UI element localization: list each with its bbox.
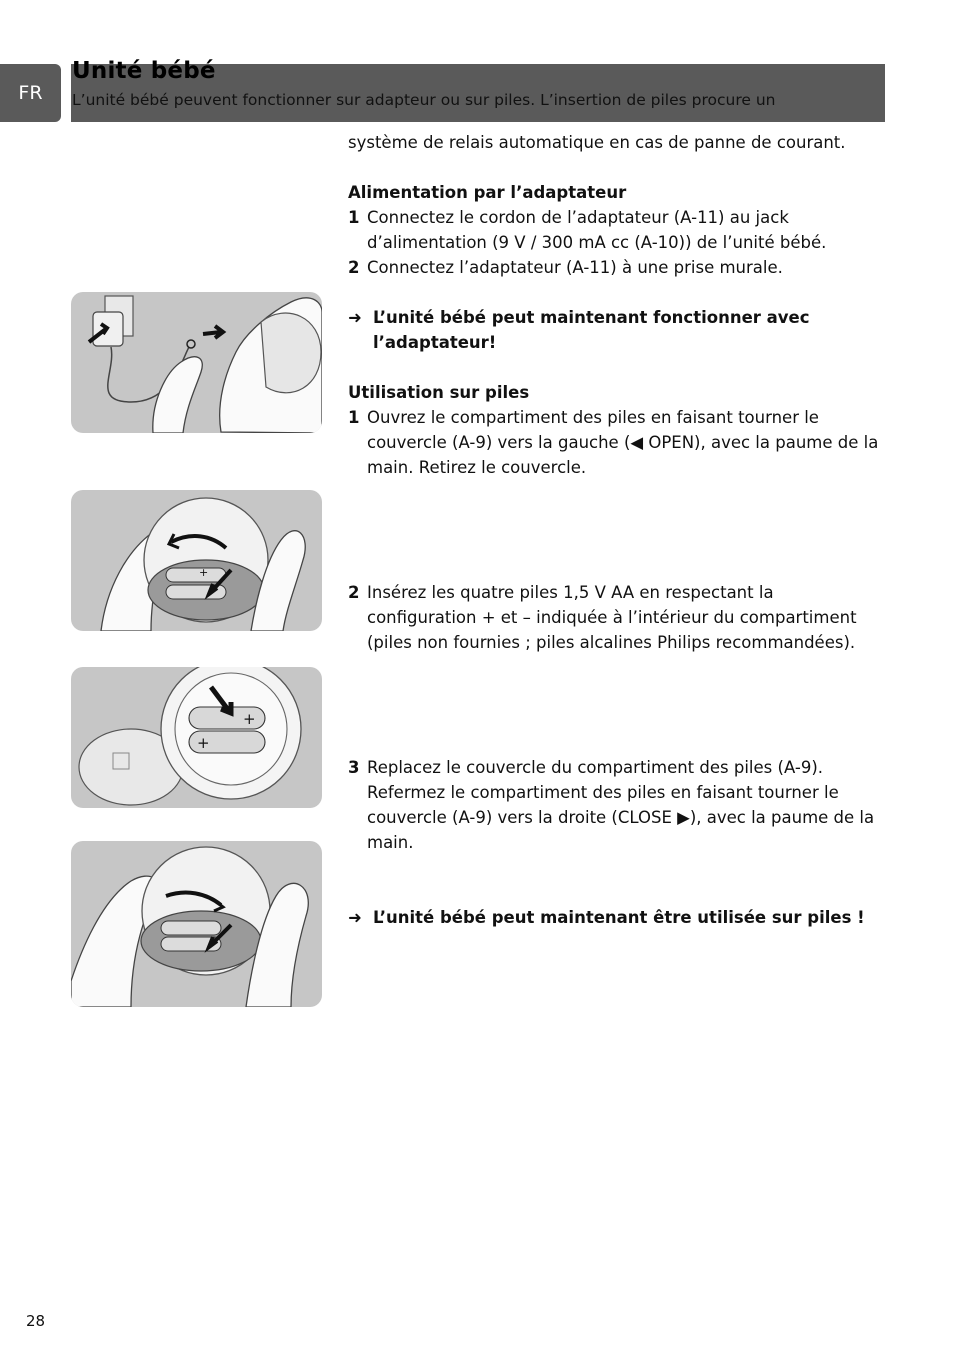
illustration-close-compartment	[71, 841, 322, 1007]
insert-batteries-drawing	[71, 667, 322, 808]
language-tab: FR	[0, 64, 61, 122]
plus-sign: +	[197, 734, 210, 752]
adapter-result	[348, 305, 888, 355]
adapter-step-2	[348, 255, 888, 280]
battery-step-1	[348, 405, 888, 480]
step-number: 1	[348, 208, 360, 227]
step-number: 1	[348, 408, 360, 427]
battery-step-3	[348, 755, 888, 855]
arrow-right-icon: ➜	[348, 908, 362, 927]
illustration-adapter-connection	[71, 292, 322, 433]
arrow-right-icon: ➜	[348, 308, 362, 327]
battery-section-title: Utilisation sur piles	[348, 383, 530, 402]
result-text: L’unité bébé peut maintenant fonctionner avec l’adaptateur!	[373, 308, 810, 352]
intro-text-line1: L’unité bébé peuvent fonctionner sur adapteur ou sur piles. L’insertion de piles procure un	[72, 91, 776, 109]
step-text: Connectez le cordon de l’adaptateur (A-11) au jack d’alimentation (9 V / 300 mA cc (A-10)) de l’unité bébé.	[367, 208, 827, 252]
adapter-step-1	[348, 205, 888, 255]
battery-step-2	[348, 580, 888, 655]
illustration-insert-batteries	[71, 667, 322, 808]
step-text: Replacez le couvercle du compartiment des piles (A-9). Refermez le compartiment des piles en faisant tourner le couvercle (A-9) vers la droite (CLOSE ▶), avec la paume de la main.	[367, 758, 875, 852]
step-number: 2	[348, 258, 360, 277]
step-number: 3	[348, 758, 360, 777]
adapter-connection-drawing	[71, 292, 322, 433]
step-text: Connectez l’adaptateur (A-11) à une prise murale.	[367, 258, 783, 277]
battery-result	[348, 905, 888, 930]
close-compartment-drawing	[71, 841, 322, 1007]
result-text: L’unité bébé peut maintenant être utilisée sur piles !	[373, 908, 865, 927]
step-text: Ouvrez le compartiment des piles en faisant tourner le couvercle (A-9) vers la gauche (◀ OPEN), avec la paume de la main. Retirez le couvercle.	[367, 408, 879, 477]
instructions-column	[348, 130, 888, 930]
intro-text-line2: système de relais automatique en cas de panne de courant.	[348, 133, 846, 152]
step-number: 2	[348, 583, 360, 602]
illustration-open-compartment	[71, 490, 322, 631]
plus-sign: +	[199, 566, 209, 579]
page-title: Unité bébé	[72, 58, 216, 84]
plus-sign: +	[243, 710, 256, 728]
open-compartment-drawing	[71, 490, 322, 631]
step-text: Insérez les quatre piles 1,5 V AA en respectant la configuration + et – indiquée à l’intérieur du compartiment (piles non fournies ; piles alcalines Philips recommandées).	[367, 583, 857, 652]
adapter-section-title: Alimentation par l’adaptateur	[348, 183, 627, 202]
page-number: 28	[26, 1312, 46, 1330]
